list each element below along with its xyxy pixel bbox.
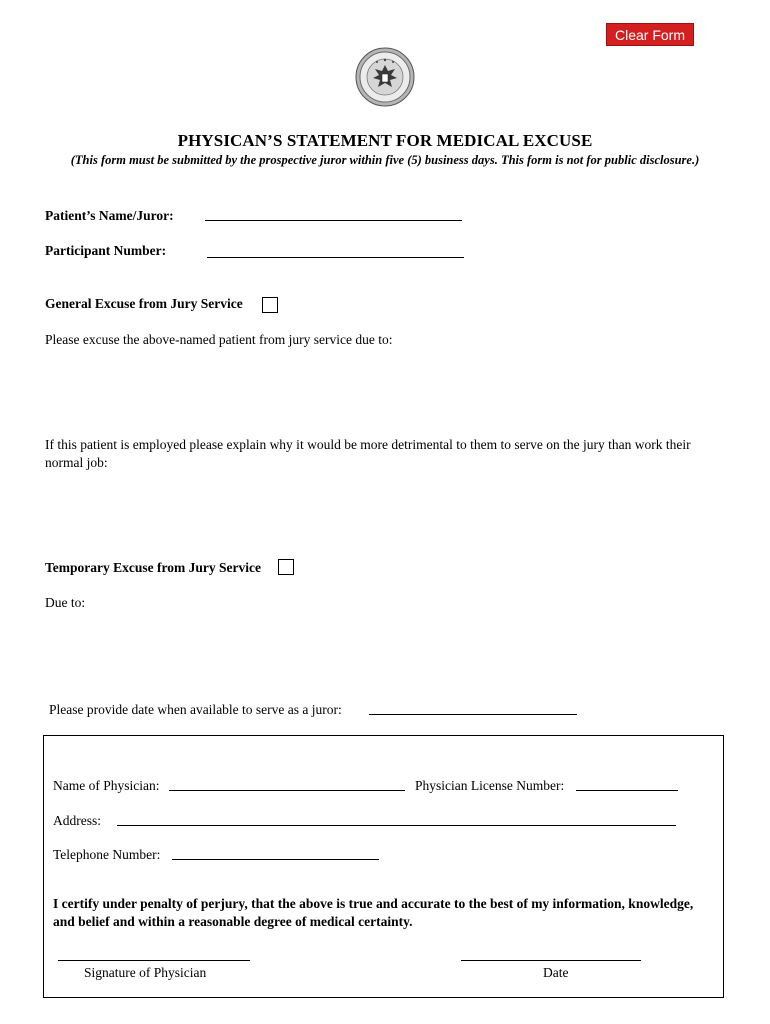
physician-info-box <box>43 735 724 998</box>
form-title: PHYSICAN’S STATEMENT FOR MEDICAL EXCUSE <box>177 131 593 150</box>
address-label: Address: <box>53 813 101 828</box>
patient-name-label: Patient’s Name/Juror: <box>45 208 174 223</box>
patient-name-field[interactable] <box>205 220 462 221</box>
excuse-reason-field[interactable] <box>45 352 715 428</box>
signature-line[interactable] <box>58 960 250 961</box>
certification-statement: I certify under penalty of perjury, that the above is true and accurate to the best of my information, knowledge, and belief and within a reasonable degree of medical certainty. <box>53 896 694 929</box>
telephone-field[interactable] <box>172 859 379 860</box>
available-date-label: Please provide date when available to serve as a juror: <box>49 702 342 717</box>
due-to-field[interactable] <box>45 614 715 690</box>
address-field[interactable] <box>117 825 676 826</box>
physician-name-field[interactable] <box>169 790 405 791</box>
employment-explanation-prompt: If this patient is employed please explain why it would be more detrimental to them to serve on the jury than work their normal job: <box>45 437 691 470</box>
participant-number-field[interactable] <box>207 257 464 258</box>
physician-name-label: Name of Physician: <box>53 778 160 793</box>
form-subtitle: (This form must be submitted by the prospective juror within five (5) business days. This form is not for public disclosure.) <box>70 153 700 167</box>
participant-number-label: Participant Number: <box>45 243 167 258</box>
general-excuse-checkbox[interactable] <box>262 297 278 313</box>
temporary-excuse-heading: Temporary Excuse from Jury Service <box>45 560 261 575</box>
signature-label: Signature of Physician <box>84 965 207 980</box>
telephone-label: Telephone Number: <box>53 847 161 862</box>
general-excuse-heading: General Excuse from Jury Service <box>45 296 243 311</box>
date-label: Date <box>543 965 569 980</box>
employment-explanation-field[interactable] <box>45 476 715 552</box>
available-date-field[interactable] <box>369 714 577 715</box>
excuse-reason-prompt: Please excuse the above-named patient from jury service due to: <box>45 332 393 347</box>
license-number-field[interactable] <box>576 790 678 791</box>
due-to-label: Due to: <box>45 595 86 610</box>
court-seal-icon <box>355 47 415 107</box>
date-line[interactable] <box>461 960 641 961</box>
temporary-excuse-checkbox[interactable] <box>278 559 294 575</box>
clear-form-button[interactable]: Clear Form <box>606 23 694 46</box>
license-number-label: Physician License Number: <box>415 778 565 793</box>
